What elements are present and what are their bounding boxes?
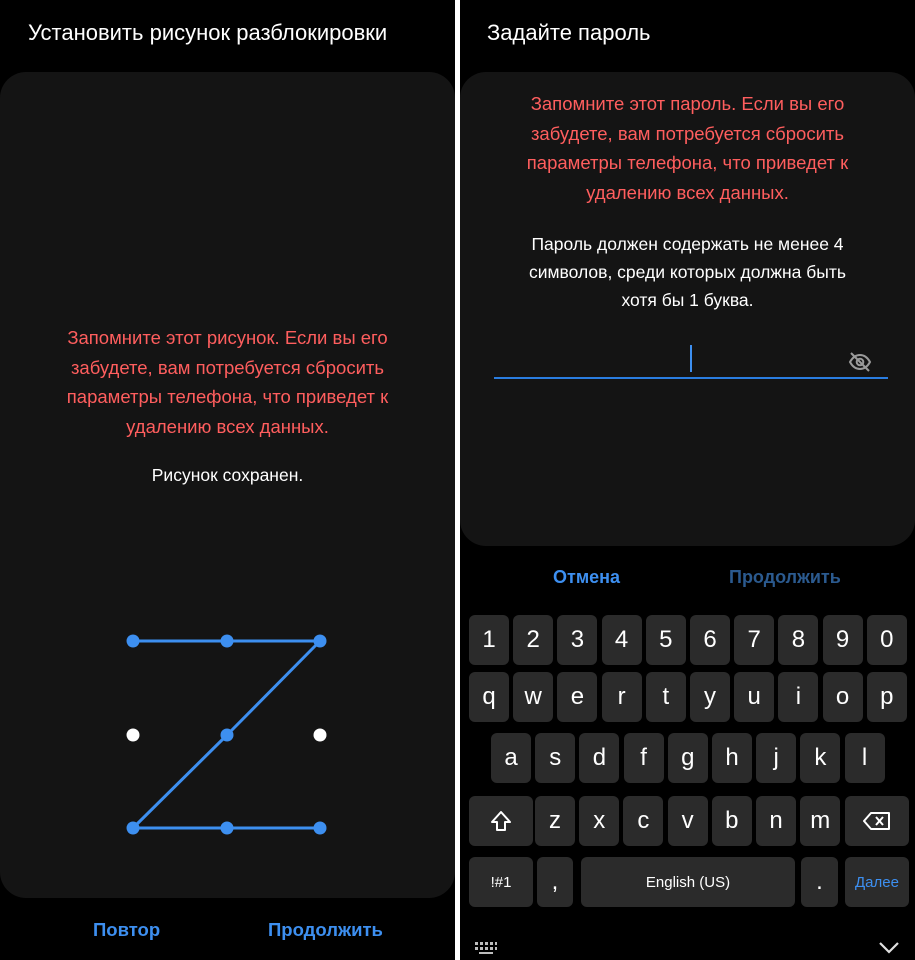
pattern-dot[interactable] (127, 729, 140, 742)
backspace-key[interactable] (845, 796, 909, 846)
keyboard-icon[interactable] (474, 941, 498, 955)
key-4[interactable]: 4 (602, 615, 642, 665)
password-underline (494, 377, 888, 379)
requirement-line: символов, среди которых должна быть (529, 262, 846, 282)
requirement-line: Пароль должен содержать не менее 4 (531, 234, 844, 254)
pattern-segment (227, 641, 320, 735)
password-setup-screen (460, 0, 915, 960)
next-key[interactable]: Далее (845, 857, 909, 907)
key-k[interactable]: k (800, 733, 840, 783)
key-i[interactable]: i (778, 672, 818, 722)
key-o[interactable]: o (823, 672, 863, 722)
backspace-icon (863, 811, 891, 831)
key-0[interactable]: 0 (867, 615, 907, 665)
warning-line: забудете, вам потребуется сбросить (530, 122, 845, 144)
period-key[interactable]: . (801, 857, 838, 907)
continue-button-disabled: Продолжить (729, 567, 841, 587)
key-j[interactable]: j (756, 733, 796, 783)
key-a[interactable]: a (491, 733, 531, 783)
eye-off-icon[interactable] (848, 350, 872, 374)
pattern-grid[interactable] (0, 0, 455, 960)
key-g[interactable]: g (668, 733, 708, 783)
requirement-line: хотя бы 1 буква. (621, 290, 754, 310)
key-7[interactable]: 7 (734, 615, 774, 665)
warning-line: удалению всех данных. (586, 181, 789, 203)
key-n[interactable]: n (756, 796, 796, 846)
cancel-button[interactable]: Отмена (553, 567, 621, 587)
comma-key[interactable]: , (537, 857, 573, 907)
warning-line: Запомните этот рисунок. Если вы его (67, 327, 388, 348)
key-t[interactable]: t (646, 672, 686, 722)
pattern-segment (133, 735, 227, 828)
key-r[interactable]: r (602, 672, 642, 722)
pattern-dot-selected[interactable] (127, 822, 140, 835)
key-s[interactable]: s (535, 733, 575, 783)
pattern-dot-selected[interactable] (221, 822, 234, 835)
pattern-dot-selected[interactable] (314, 635, 327, 648)
pattern-dot[interactable] (314, 729, 327, 742)
pattern-dot-selected[interactable] (314, 822, 327, 835)
warning-line: параметры телефона, что приведет к (66, 386, 389, 407)
key-z[interactable]: z (535, 796, 575, 846)
symbols-key[interactable]: !#1 (469, 857, 533, 907)
pattern-dot-selected[interactable] (221, 729, 234, 742)
retry-button[interactable]: Повтор (93, 919, 161, 940)
key-w[interactable]: w (513, 672, 553, 722)
key-1[interactable]: 1 (469, 615, 509, 665)
key-e[interactable]: e (557, 672, 597, 722)
screen-title: Установить рисунок разблокировки (28, 20, 388, 45)
text-cursor (690, 345, 692, 372)
key-m[interactable]: m (800, 796, 840, 846)
key-v[interactable]: v (668, 796, 708, 846)
key-c[interactable]: c (623, 796, 663, 846)
navigation-bar (460, 935, 915, 960)
shift-key[interactable] (469, 796, 533, 846)
screen-title: Задайте пароль (487, 20, 651, 45)
key-3[interactable]: 3 (557, 615, 597, 665)
key-x[interactable]: x (579, 796, 619, 846)
warning-line: параметры телефона, что приведет к (526, 152, 849, 173)
key-p[interactable]: p (867, 672, 907, 722)
key-6[interactable]: 6 (690, 615, 730, 665)
warning-line: Запомните этот пароль. Если вы его (530, 93, 845, 114)
warning-line: забудете, вам потребуется сбросить (70, 356, 385, 378)
key-l[interactable]: l (845, 733, 885, 783)
pattern-status: Рисунок сохранен. (151, 465, 304, 485)
space-key[interactable]: English (US) (581, 857, 795, 907)
warning-line: удалению всех данных. (126, 415, 329, 437)
pattern-setup-screen (0, 0, 455, 960)
key-u[interactable]: u (734, 672, 774, 722)
key-q[interactable]: q (469, 672, 509, 722)
key-9[interactable]: 9 (823, 615, 863, 665)
key-8[interactable]: 8 (778, 615, 818, 665)
shift-icon (490, 810, 512, 832)
chevron-down-icon[interactable] (878, 941, 900, 955)
key-d[interactable]: d (579, 733, 619, 783)
pattern-dot-selected[interactable] (127, 635, 140, 648)
key-5[interactable]: 5 (646, 615, 686, 665)
pattern-dot-selected[interactable] (221, 635, 234, 648)
key-f[interactable]: f (624, 733, 664, 783)
key-b[interactable]: b (712, 796, 752, 846)
password-warning (460, 89, 915, 207)
continue-button[interactable]: Продолжить (268, 919, 383, 940)
key-2[interactable]: 2 (513, 615, 553, 665)
password-requirements (460, 230, 915, 314)
key-h[interactable]: h (712, 733, 752, 783)
key-y[interactable]: y (690, 672, 730, 722)
